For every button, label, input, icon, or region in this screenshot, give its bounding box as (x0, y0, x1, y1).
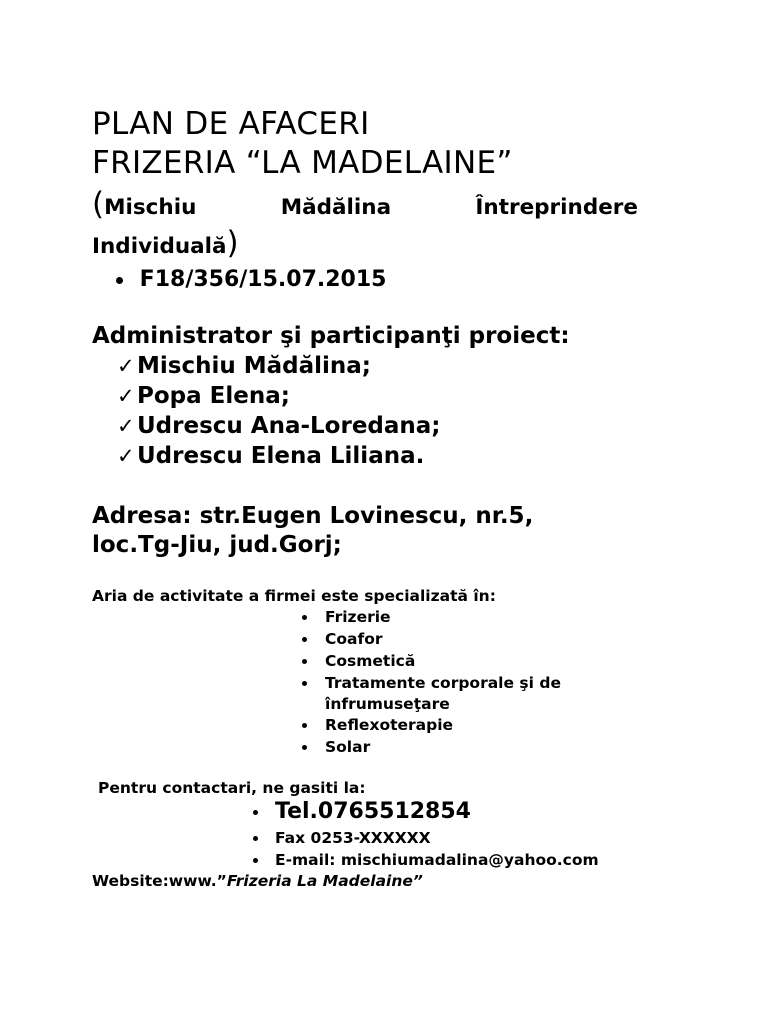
contact-email-item (253, 851, 599, 869)
bullet-icon (253, 858, 258, 863)
bullet-icon (302, 659, 307, 664)
owner-word-3: Întreprindere (475, 195, 638, 220)
contact-intro: Pentru contactari, ne gasiti la: (98, 779, 366, 797)
activity-label: Coafor (325, 630, 383, 648)
activity-label: Frizerie (325, 608, 391, 626)
website-suffix: ” (412, 872, 423, 890)
bullet-icon (253, 810, 258, 815)
fax-number: Fax 0253-XXXXXX (275, 829, 431, 847)
owner-line-2 (92, 225, 239, 261)
address-line2: loc.Tg-Jiu, jud.Gorj; (92, 532, 342, 558)
admin-item (117, 443, 424, 469)
contact-phone-item (253, 799, 471, 824)
checkmark-icon: ✓ (117, 354, 135, 378)
activity-label: Cosmetică (325, 652, 416, 670)
owner-word-1: Mischiu (104, 195, 197, 220)
bullet-icon (302, 615, 307, 620)
address-line1: Adresa: str.Eugen Lovinescu, nr.5, (92, 503, 534, 529)
admin-name: Udrescu Ana-Loredana; (137, 413, 441, 439)
bullet-icon (116, 277, 123, 284)
activity-item (302, 630, 383, 648)
admin-item (117, 383, 290, 409)
admins-heading: Administrator şi participanţi proiect: (92, 323, 570, 349)
admin-name: Popa Elena; (137, 383, 290, 409)
owner-line (92, 186, 638, 222)
admin-item (117, 413, 441, 439)
registration-number: F18/356/15.07.2015 (139, 267, 387, 292)
activity-item (302, 674, 561, 692)
checkmark-icon: ✓ (117, 444, 135, 468)
website-line (92, 872, 423, 890)
activity-label: Solar (325, 738, 371, 756)
activity-item (302, 652, 415, 670)
activity-label: Reflexoterapie (325, 716, 454, 734)
bullet-icon (302, 637, 307, 642)
bullet-icon (302, 681, 307, 686)
owner-line-start (92, 186, 196, 222)
admin-name: Udrescu Elena Liliana. (137, 443, 425, 469)
document-title-line2: FRIZERIA “LA MADELAINE” (92, 145, 513, 181)
phone-number: Tel.0765512854 (275, 799, 471, 824)
admin-item (117, 353, 371, 379)
bullet-icon (302, 745, 307, 750)
bullet-icon (253, 836, 258, 841)
contact-fax-item (253, 829, 431, 847)
close-paren: ) (226, 225, 239, 261)
open-paren: ( (92, 186, 105, 222)
activity-item (302, 738, 370, 756)
website-name: Frizeria La Madelaine (226, 872, 413, 890)
owner-word-2: Mădălina (280, 195, 392, 220)
activity-label-continued: înfrumuseţare (325, 695, 450, 713)
activity-intro: Aria de activitate a firmei este specializată în: (92, 587, 496, 605)
activity-item (302, 716, 453, 734)
activity-label: Tratamente corporale şi de (325, 674, 561, 692)
document-title-line1: PLAN DE AFACERI (92, 106, 370, 142)
bullet-icon (302, 723, 307, 728)
website-prefix: Website:www.” (92, 872, 227, 890)
checkmark-icon: ✓ (117, 384, 135, 408)
owner-word-4: Individuală (92, 234, 227, 259)
checkmark-icon: ✓ (117, 414, 135, 438)
activity-item (302, 608, 391, 626)
email-address: E-mail: mischiumadalina@yahoo.com (275, 851, 599, 869)
admin-name: Mischiu Mădălina; (137, 353, 371, 379)
registration-item (116, 267, 386, 292)
